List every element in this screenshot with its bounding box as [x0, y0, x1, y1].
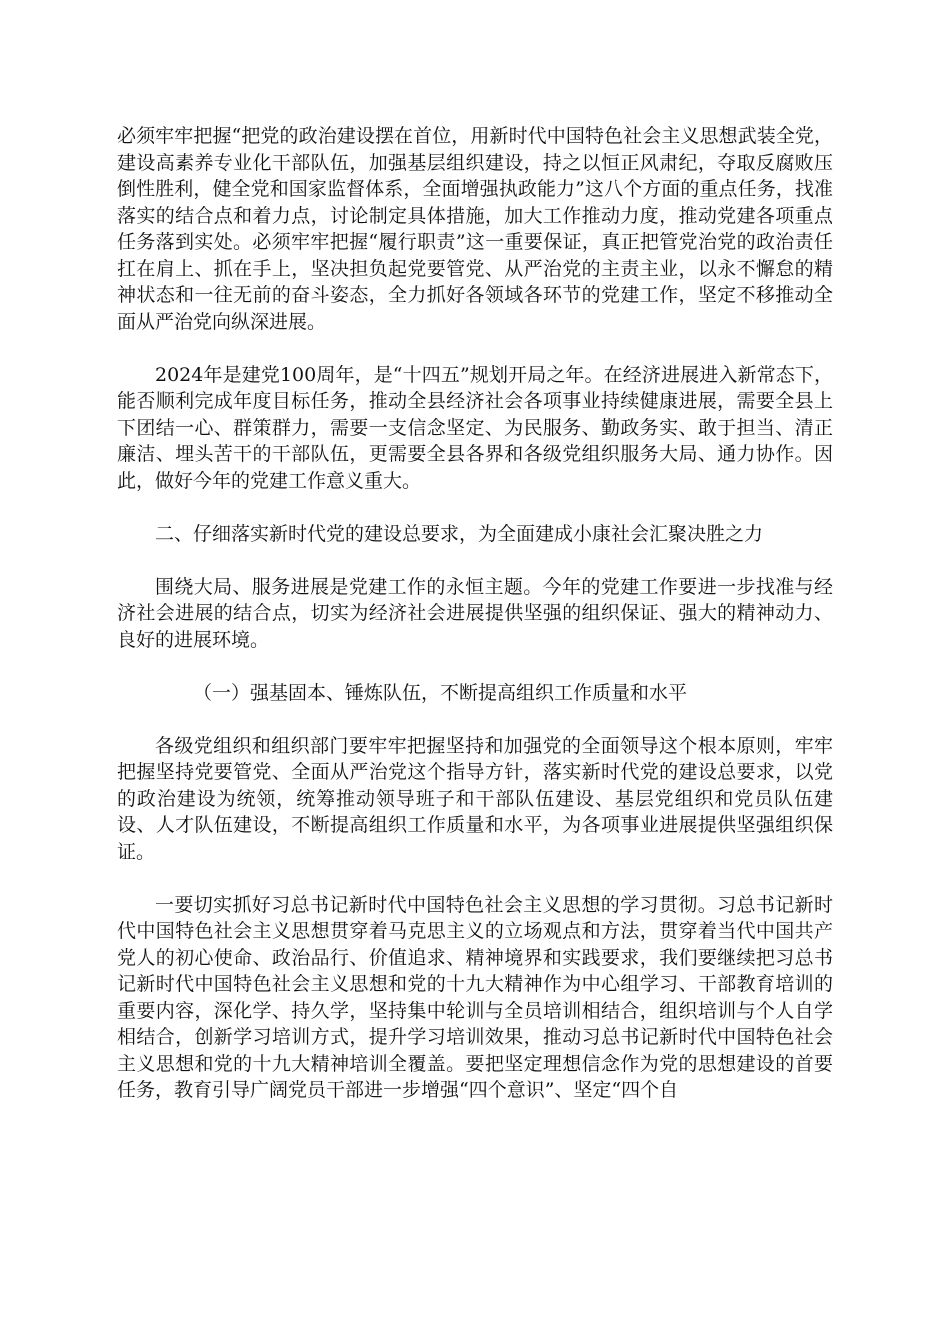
- section-heading-two: 二、仔细落实新时代党的建设总要求，为全面建成小康社会汇聚决胜之力: [155, 522, 764, 545]
- paragraph-organization: 各级党组织和组织部门要牢牢把握坚持和加强党的全面领导这个根本原则，牢牢把握坚持党要管党、全面从严治党这个指导方针，落实新时代党的建设总要求，以党的政治建设为统领，统筹推动领导班子和干部队伍建设、基层党组织和党员队伍建设、人才队伍建设，不断提高组织工作质量和水平，为各项事业进展提供坚强组织保证。: [117, 734, 833, 863]
- paragraph-2024-significance: 2024年是建党100周年，是“十四五”规划开局之年。在经济进展进入新常态下，能否顺利完成年度目标任务，推动全县经济社会各项事业持续健康进展，需要全县上下团结一心、群策群力，需要一支信念坚定、为民服务、勤政务实、敢于担当、清正廉洁、埋头苦干的干部队伍，更需要全县各界和各级党组织服务大局、通力协作。因此，做好今年的党建工作意义重大。: [117, 363, 833, 492]
- subsection-heading-one: （一）强基固本、锤炼队伍，不断提高组织工作质量和水平: [193, 681, 688, 704]
- paragraph-theme: 围绕大局、服务进展是党建工作的永恒主题。今年的党建工作要进一步找准与经济社会进展的结合点，切实为经济社会进展提供坚强的组织保证、强大的精神动力、良好的进展环境。: [117, 575, 833, 651]
- paragraph-study: 一要切实抓好习总书记新时代中国特色社会主义思想的学习贯彻。习总书记新时代中国特色社会主义思想贯穿着马克思主义的立场观点和方法，贯穿着当代中国共产党人的初心使命、政治品行、价值追求、精神境界和实践要求，我们要继续把习总书记新时代中国特色社会主义思想和党的十九大精神作为中心组学习、干部教育培训的重要内容，深化学、持久学，坚持集中轮训与全员培训相结合，组织培训与个人自学相结合，创新学习培训方式，提升学习培训效果，推动习总书记新时代中国特色社会主义思想和党的十九大精神培训全覆盖。要把坚定理想信念作为党的思想建设的首要任务，教育引导广阔党员干部进一步增强“四个意识”、坚定“四个自: [117, 893, 833, 1101]
- document-page: [117, 123, 833, 1130]
- paragraph-continuation: 必须牢牢把握“把党的政治建设摆在首位，用新时代中国特色社会主义思想武装全党，建设高素养专业化干部队伍，加强基层组织建设，持之以恒正风肃纪，夺取反腐败压倒性胜利，健全党和国家监督体系，全面增强执政能力”这八个方面的重点任务，找准落实的结合点和着力点，讨论制定具体措施，加大工作推动力度，推动党建各项重点任务落到实处。必须牢牢把握“履行职责”这一重要保证，真正把管党治党的政治责任扛在肩上、抓在手上，坚决担负起党要管党、从严治党的主责主业，以永不懈怠的精神状态和一往无前的奋斗姿态，全力抓好各领域各环节的党建工作，坚定不移推动全面从严治党向纵深进展。: [117, 125, 833, 333]
